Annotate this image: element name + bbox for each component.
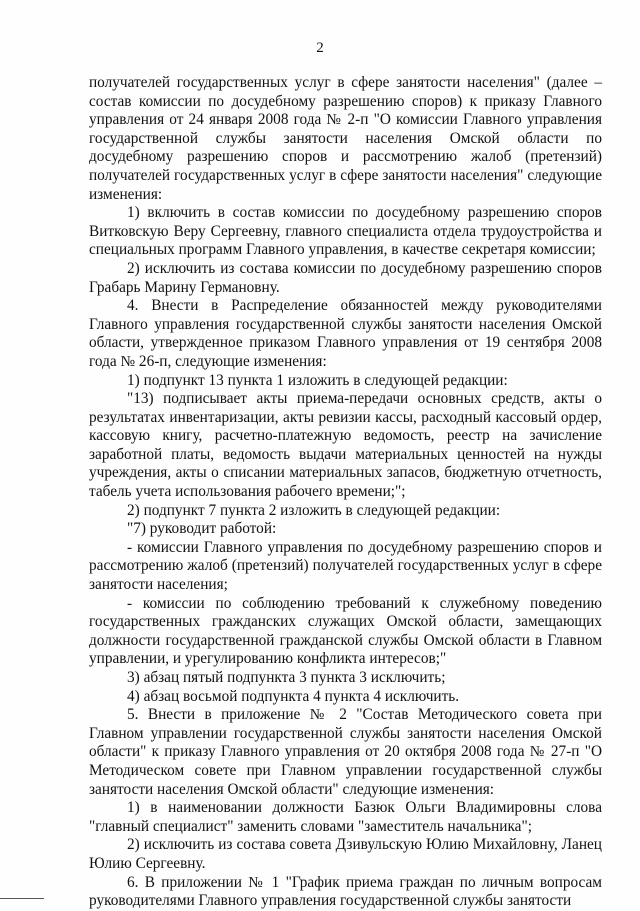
paragraph-quote-7: "7) руководит работой: [127,520,277,538]
page-number: 2 [316,40,324,56]
paragraph-item-1: 1) включить в состав комиссии по досудебному разрешению споров Витковскую Веру Сергеевну, главного специалиста отдела трудоустройства и специальных программ Главного управления, в качестве секретаря комиссии; [89,204,602,259]
paragraph-item-2: 2) исключить из состава комиссии по досудебному разрешению споров Грабарь Марину Германовну. [89,259,602,296]
paragraph-section-4: 4. Внести в Распределение обязанностей между руководителями Главного управления государственной службы занятости населения Омской области, утвержденное приказом Главного управления от 19 сентября 2008 года № 26-п, следующие изменения: [89,297,602,370]
paragraph-section-4-item-4: 4) абзац восьмой подпункта 4 пункта 4 исключить. [127,687,460,705]
paragraph-section-4-item-1: 1) подпункт 13 пункта 1 изложить в следующей редакции: [127,371,508,389]
document-body [89,74,602,911]
paragraph-quote-13: "13) подписывает акты приема-передачи основных средств, акты о результатах инвентаризации, акты ревизии кассы, расходный кассовый ордер, кассовую книгу, расчетно-платежную ведомость, реестр на зачисление заработной платы, ведомость выдачи материальных ценностей на нужды учреждения, акты о списании материальных запасов, бюджетную отчетность, табель учета использования рабочего времени;"; [89,390,602,501]
paragraph-section-6: 6. В приложении № 1 "График приема граждан по личным вопросам руководителями Главного управления государственной службы занятости [89,873,602,910]
scan-edge-mark [0,898,44,899]
paragraph-section-4-item-2: 2) подпункт 7 пункта 2 изложить в следующей редакции: [127,501,501,519]
paragraph-dash-item-1: - комиссии Главного управления по досудебному разрешению споров и рассмотрению жалоб (претензий) получателей государственных услуг в сфере занятости населения; [89,538,602,594]
paragraph-dash-item-2: - комиссии по соблюдению требований к служебному поведению государственных гражданских служащих Омской области, замещающих должности государственной гражданской службы Омской области в Главном управлении, и урегулированию конфликта интересов;" [89,594,602,668]
paragraph-section-4-item-3: 3) абзац пятый подпункта 3 пункта 3 исключить; [127,669,446,686]
paragraph-continuation: получателей государственных услуг в сфере занятости населения" (далее – состав комиссии по досудебному разрешению споров) к приказу Главного управления от 24 января 2008 года № 2-п "О комиссии Главного управления государственной службы занятости населения Омской области по досудебному разрешению споров и рассмотрению жалоб (претензий) получателей государственных услуг в сфере занятости населения" следующие изменения: [89,74,602,203]
paragraph-section-5: 5. Внести в приложение № 2 "Состав Методического совета при Главном управлении государственной службы занятости населения Омской области" к приказу Главного управления от 20 октября 2008 года № 27-п "О Методическом совете при Главном управлении государственной службы занятости населения Омской области" следующие изменения: [89,706,602,798]
paragraph-section-5-item-1: 1) в наименовании должности Базюк Ольги Владимировны слова "главный специалист" заменить словами "заместитель начальника"; [89,799,602,835]
paragraph-section-5-item-2: 2) исключить из состава совета Дзивульскую Юлию Михайловну, Ланец Юлию Сергеевну. [89,836,602,872]
